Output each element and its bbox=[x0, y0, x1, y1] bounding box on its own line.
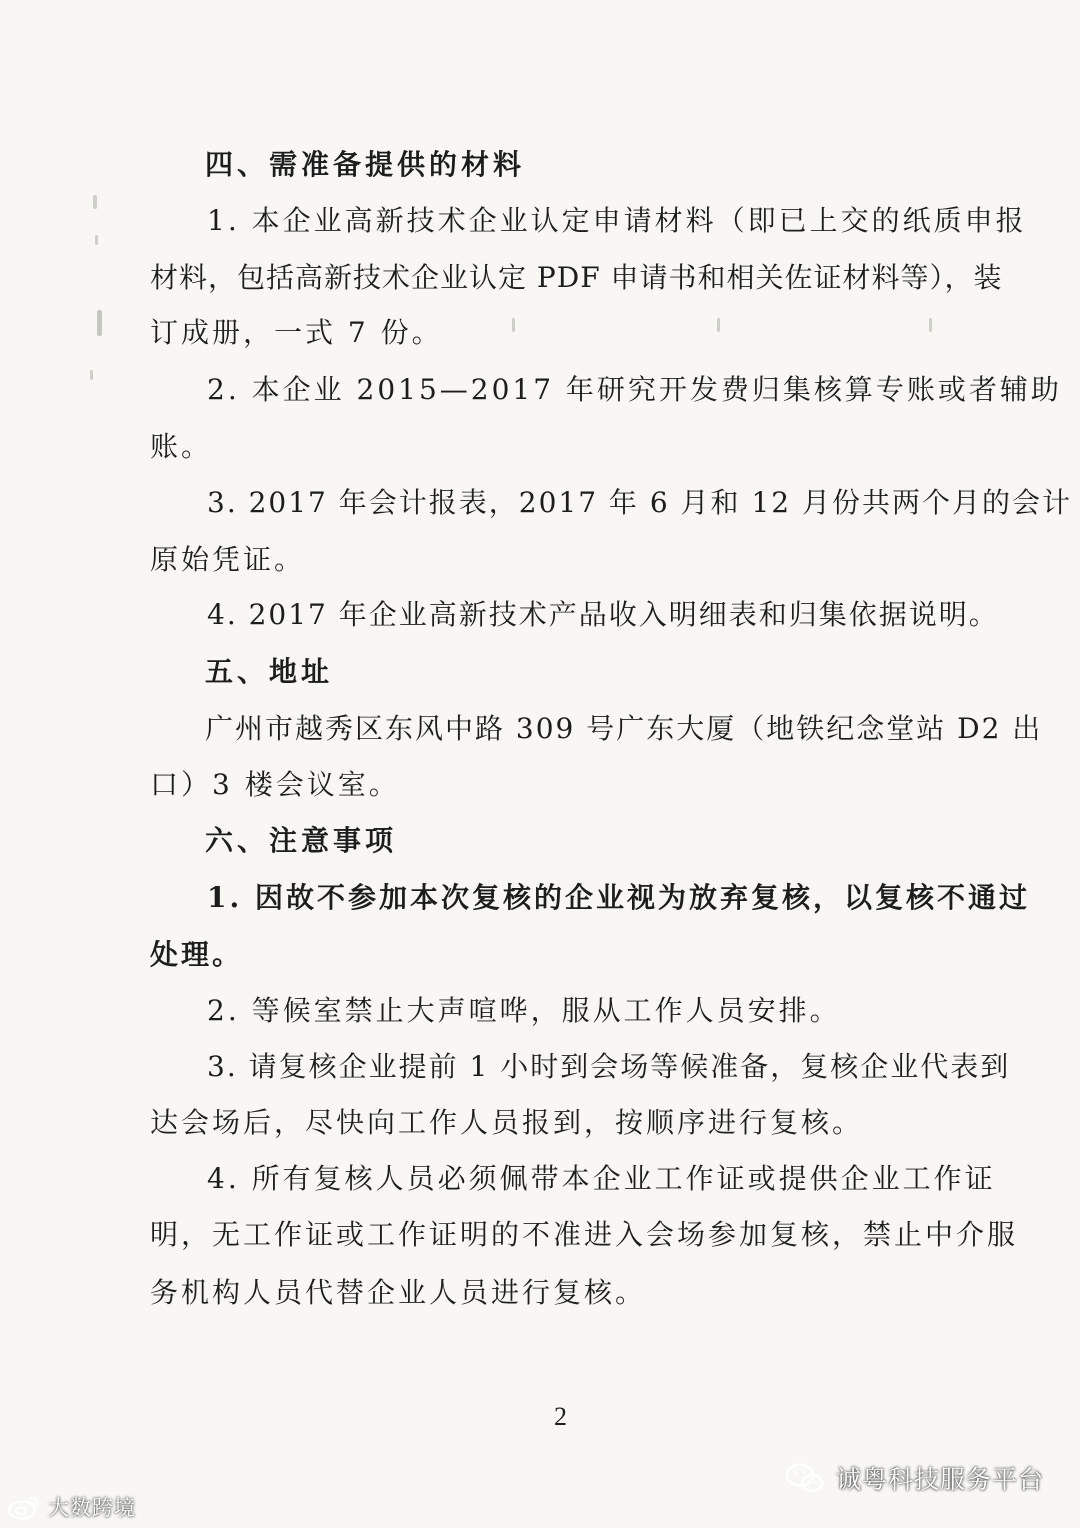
watermark-left bbox=[6, 1492, 136, 1522]
section-4-item-2-line-1: 2. 本企业 2015—2017 年研究开发费归集核算专账或者辅助 bbox=[207, 373, 1062, 406]
wechat-icon bbox=[784, 1461, 826, 1495]
watermark-right bbox=[784, 1460, 1044, 1496]
section-4-heading: 四、需准备提供的材料 bbox=[205, 148, 526, 181]
scan-speck bbox=[90, 370, 93, 380]
section-6-heading: 六、注意事项 bbox=[205, 824, 398, 857]
section-4-item-1-line-3: 订成册，一式 7 份。 bbox=[150, 316, 443, 349]
scan-speck bbox=[97, 310, 102, 336]
section-6-item-1-line-2: 处理。 bbox=[150, 938, 244, 971]
section-4-item-1-line-2: 材料，包括高新技术企业认定 PDF 申请书和相关佐证材料等），装 bbox=[150, 261, 1003, 294]
weibo-icon bbox=[6, 1494, 42, 1520]
section-6-item-4-line-1: 4. 所有复核人员必须佩带本企业工作证或提供企业工作证 bbox=[207, 1162, 996, 1195]
section-4-item-4-line-1: 4. 2017 年企业高新技术产品收入明细表和归集依据说明。 bbox=[207, 598, 999, 631]
section-6-item-3-line-1: 3. 请复核企业提前 1 小时到会场等候准备，复核企业代表到 bbox=[207, 1050, 1011, 1083]
section-6-item-2-line-1: 2. 等候室禁止大声喧哗，服从工作人员安排。 bbox=[207, 994, 841, 1027]
scan-speck bbox=[95, 235, 98, 245]
section-6-item-3-line-2: 达会场后，尽快向工作人员报到，按顺序进行复核。 bbox=[150, 1106, 864, 1139]
section-4-item-3-line-1: 3. 2017 年会计报表，2017 年 6 月和 12 月份共两个月的会计 bbox=[207, 486, 1072, 519]
section-4-item-1-line-1: 1. 本企业高新技术企业认定申请材料（即已上交的纸质申报 bbox=[207, 204, 1027, 237]
scan-speck bbox=[717, 318, 720, 332]
scan-speck bbox=[512, 318, 515, 332]
section-5-address-line-2: 口）3 楼会议室。 bbox=[150, 768, 400, 801]
section-6-item-1-line-1: 1. 因故不参加本次复核的企业视为放弃复核，以复核不通过 bbox=[207, 881, 1030, 914]
section-5-heading: 五、地址 bbox=[205, 655, 334, 688]
watermark-right-text: 诚粤科技服务平台 bbox=[835, 1465, 1044, 1494]
scan-speck bbox=[929, 318, 932, 332]
watermark-left-text: 大数跨境 bbox=[48, 1496, 136, 1520]
section-5-address-line-1: 广州市越秀区东风中路 309 号广东大厦（地铁纪念堂站 D2 出 bbox=[205, 712, 1043, 745]
section-4-item-3-line-2: 原始凭证。 bbox=[150, 543, 306, 576]
section-6-item-4-line-2: 明，无工作证或工作证明的不准进入会场参加复核，禁止中介服 bbox=[150, 1218, 1019, 1251]
page-number: 2 bbox=[554, 1402, 567, 1431]
section-6-item-4-line-3: 务机构人员代替企业人员进行复核。 bbox=[150, 1276, 647, 1309]
scan-speck bbox=[93, 195, 97, 209]
section-4-item-2-line-2: 账。 bbox=[150, 430, 213, 463]
